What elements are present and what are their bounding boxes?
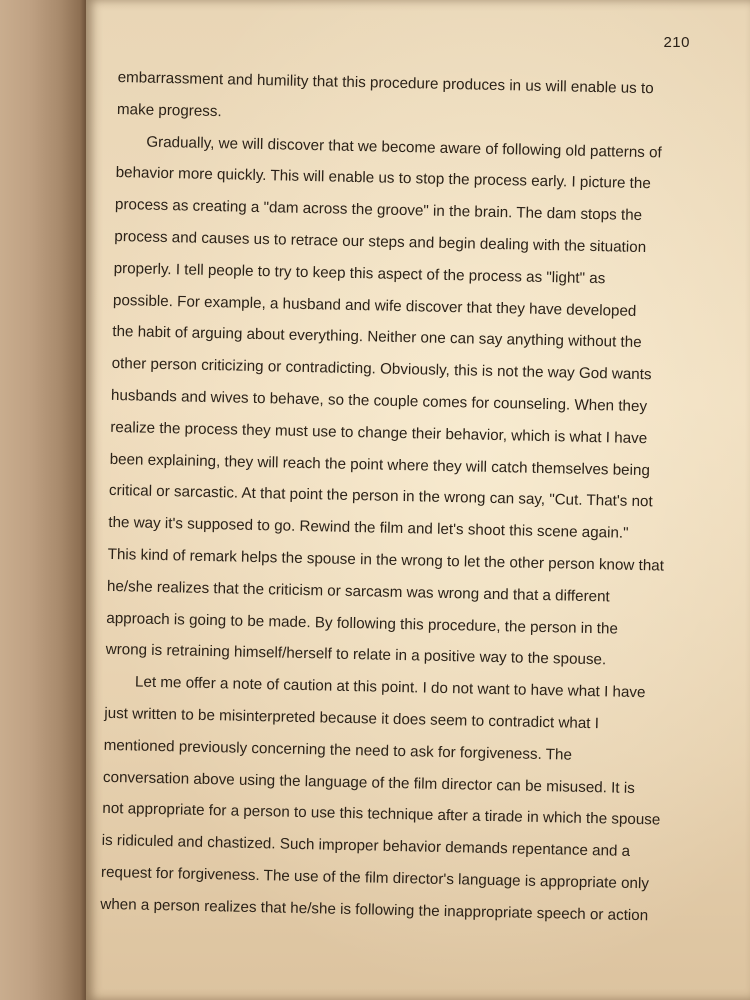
text-line: conversation above using the language of the film director can be misused. It is (102, 768, 635, 797)
text-line: just written to be misinterpreted because it does seem to contradict what I (104, 704, 600, 733)
text-line: properly. I tell people to try to keep this aspect of the process as "light" as (113, 259, 606, 288)
paragraph-start-line: Let me offer a note of caution at this point. I do not want to have what I have (134, 673, 646, 702)
text-line: process as creating a "dam across the groove" in the brain. The dam stops the (114, 196, 643, 225)
text-line: make progress. (116, 100, 222, 120)
text-line: not appropriate for a person to use this technique after a tirade in which the spouse (102, 800, 661, 829)
text-line: other person criticizing or contradicting. Obviously, this is not the way God wants (111, 355, 652, 384)
book-spine-edge (0, 0, 86, 1000)
book-page (86, 0, 750, 1000)
text-line: wrong is retraining himself/herself to relate in a positive way to the spouse. (105, 641, 607, 669)
text-line: the way it's supposed to go. Rewind the film and let's shoot this scene again." (108, 514, 629, 542)
page-number: 210 (663, 34, 690, 51)
text-line: husbands and wives to behave, so the couple comes for counseling. When they (110, 386, 648, 416)
paragraph-start-line: Gradually, we will discover that we become aware of following old patterns of (146, 133, 662, 161)
text-line: mentioned previously concerning the need to ask for forgiveness. The (103, 736, 573, 764)
text-line: approach is going to be made. By following this procedure, the person in the (106, 609, 619, 638)
text-line: is ridiculed and chastized. Such improper behavior demands repentance and a (101, 831, 631, 861)
text-line: he/she realizes that the criticism or sarcasm was wrong and that a different (106, 577, 610, 606)
text-line: when a person realizes that he/she is following the inappropriate speech or action (100, 895, 649, 925)
text-line: critical or sarcastic. At that point the person in the wrong can say, "Cut. That's not (108, 482, 653, 511)
text-line: realize the process they must use to change their behavior, which is what I have (110, 418, 648, 447)
text-line: request for forgiveness. The use of the film director's language is appropriate only (100, 863, 650, 893)
text-line: possible. For example, a husband and wife discover that they have developed (112, 291, 637, 320)
text-line: This kind of remark helps the spouse in the wrong to let the other person know that (107, 545, 665, 575)
text-line: behavior more quickly. This will enable us to stop the process early. I picture the (115, 164, 651, 193)
text-line: embarrassment and humility that this procedure produces in us will enable us to (117, 68, 654, 98)
text-line: been explaining, they will reach the point where they will catch themselves being (109, 450, 651, 479)
text-line: the habit of arguing about everything. Neither one can say anything without the (112, 323, 642, 352)
text-line: process and causes us to retrace our steps and begin dealing with the situation (114, 227, 647, 257)
body-text (100, 62, 708, 933)
